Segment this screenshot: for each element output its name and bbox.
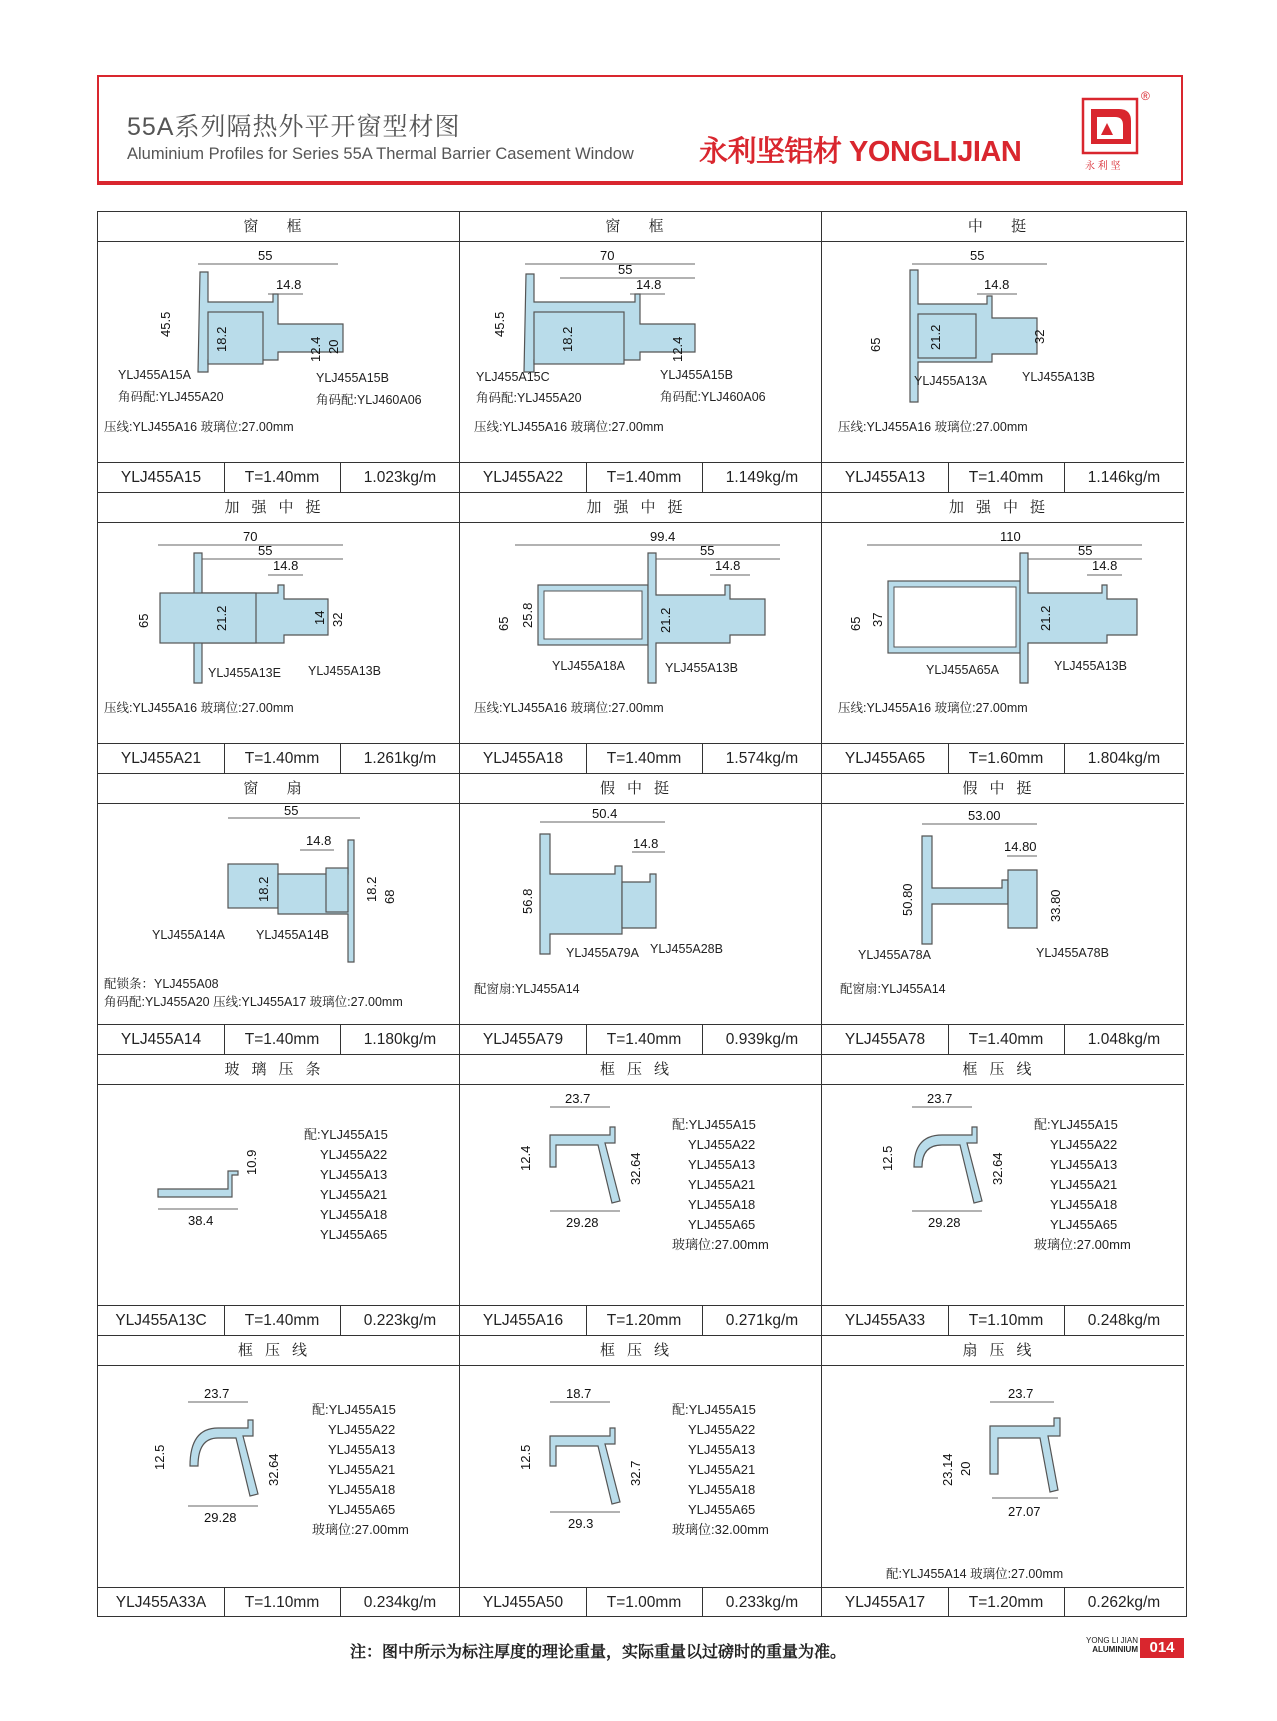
unit-weight: 1.804kg/m	[1087, 750, 1161, 767]
brand-name: 永利坚铝材 YONGLIJIAN	[699, 136, 1022, 168]
wall-thickness: T=1.20mm	[948, 1588, 1065, 1617]
profile-drawing	[822, 242, 1184, 463]
dim-label: 14.8	[273, 558, 299, 573]
fit-item: 配:YLJ455A15	[1034, 1117, 1118, 1132]
dim-label: 110	[1000, 529, 1021, 544]
part-label: YLJ455A14B	[256, 928, 329, 942]
fit-item: YLJ455A65	[1050, 1217, 1118, 1232]
dim-label: 14.8	[984, 277, 1010, 292]
profile-cell	[98, 212, 460, 493]
dim-label: 18.2	[364, 876, 379, 902]
dim-label: 20	[958, 1461, 973, 1476]
dim-label: 21.2	[1038, 605, 1053, 631]
dim-label: 99.4	[650, 529, 676, 544]
fit-item: YLJ455A13	[320, 1167, 388, 1182]
profile-code: YLJ455A13	[822, 463, 949, 492]
wall-thickness: T=1.10mm	[948, 1306, 1065, 1335]
cell-title: 框压线	[822, 1055, 1184, 1085]
part-label: YLJ455A78A	[858, 948, 931, 962]
dim-label: 45.5	[158, 311, 173, 337]
profile-cell	[822, 1055, 1184, 1336]
fit-item: YLJ455A22	[1050, 1137, 1118, 1152]
dim-label: 65	[136, 613, 151, 628]
fit-item: YLJ455A18	[688, 1482, 756, 1497]
dim-label: 32	[1032, 329, 1047, 344]
dim-label: 18.2	[256, 876, 271, 902]
dim-label: 14.8	[276, 277, 302, 292]
fit-item: YLJ455A21	[320, 1187, 388, 1202]
page-number: 014	[1140, 1638, 1184, 1658]
profile-code: YLJ455A65	[822, 744, 949, 773]
cell-note: 压线:YLJ455A16 玻璃位:27.00mm	[474, 420, 664, 434]
part-label: YLJ455A15B	[660, 368, 733, 382]
fit-list	[304, 1125, 388, 1245]
spec-row	[98, 1024, 459, 1054]
fit-item: YLJ455A21	[688, 1462, 756, 1477]
cell-title: 假中挺	[822, 774, 1184, 804]
cell-title: 假中挺	[460, 774, 821, 804]
fit-item: YLJ455A18	[328, 1482, 396, 1497]
fit-item: YLJ455A21	[328, 1462, 396, 1477]
unit-weight: 1.261kg/m	[363, 750, 437, 767]
part-label: YLJ455A13B	[1054, 659, 1127, 673]
footer-note: 注：图中所示为标注厚度的理论重量，实际重量以过磅时的重量为准。	[350, 1644, 847, 1661]
profile-diagram	[98, 1085, 460, 1306]
fit-item: YLJ455A21	[1050, 1177, 1118, 1192]
cell-title: 加强中挺	[822, 493, 1184, 523]
dim-label: 14.8	[306, 833, 332, 848]
cell-title: 玻璃压条	[98, 1055, 459, 1085]
profile-code: YLJ455A33	[822, 1306, 949, 1335]
fit-item: 玻璃位:27.00mm	[672, 1237, 769, 1252]
fit-item: 配:YLJ455A15	[312, 1402, 396, 1417]
profile-cell	[822, 493, 1184, 774]
fit-item: YLJ455A18	[688, 1197, 756, 1212]
dim-label: 68	[382, 889, 397, 904]
profile-grid	[97, 211, 1187, 1617]
profile-drawing	[822, 1085, 1184, 1306]
dim-label: 53.00	[968, 808, 1001, 823]
fit-item: 玻璃位:27.00mm	[312, 1522, 409, 1537]
wall-thickness: T=1.40mm	[948, 1025, 1065, 1054]
profile-drawing	[460, 523, 822, 744]
profile-cell	[822, 212, 1184, 493]
footer-brand	[1066, 1636, 1138, 1654]
profile-code: YLJ455A16	[460, 1306, 587, 1335]
cell-title: 框压线	[460, 1336, 821, 1366]
fit-item: YLJ455A13	[1050, 1157, 1118, 1172]
dim-label: 21.2	[928, 324, 943, 350]
part-label: YLJ455A15A	[118, 368, 191, 382]
profile-drawing	[98, 804, 460, 1025]
part-label: YLJ455A15C	[476, 370, 550, 384]
dim-label: 14.8	[715, 558, 741, 573]
dim-label: 14	[312, 610, 327, 625]
cell-note: 配锁条：YLJ455A08	[104, 977, 219, 991]
profile-drawing	[822, 523, 1184, 744]
dim-label: 27.07	[1008, 1504, 1041, 1519]
unit-weight: 1.180kg/m	[363, 1031, 437, 1048]
dim-label: 33.80	[1048, 889, 1063, 922]
spec-row	[98, 1587, 459, 1617]
profile-cell	[460, 1336, 822, 1617]
dim-label: 55	[618, 262, 633, 277]
fit-item: YLJ455A65	[320, 1227, 388, 1242]
cell-note: 压线:YLJ455A16 玻璃位:27.00mm	[104, 420, 294, 434]
dim-label: 12.5	[518, 1444, 533, 1470]
part-label: 角码配:YLJ455A20	[476, 391, 582, 405]
profile-code: YLJ455A14	[98, 1025, 225, 1054]
part-label: YLJ455A79A	[566, 946, 639, 960]
unit-weight: 0.233kg/m	[725, 1594, 799, 1611]
dim-label: 55	[258, 248, 273, 263]
profile-cell	[98, 774, 460, 1055]
profile-cell	[98, 1336, 460, 1617]
part-label: 角码配:YLJ455A20	[118, 390, 224, 404]
dim-label: 25.8	[520, 602, 535, 628]
wall-thickness: T=1.40mm	[586, 1025, 703, 1054]
dim-label: 55	[970, 248, 985, 263]
dim-label: 55	[700, 543, 715, 558]
cell-title: 窗 框	[460, 212, 821, 242]
fit-item: YLJ455A13	[688, 1157, 756, 1172]
fit-item: YLJ455A22	[320, 1147, 388, 1162]
dim-label: 56.8	[520, 888, 535, 914]
profile-code: YLJ455A22	[460, 463, 587, 492]
fit-item: YLJ455A18	[1050, 1197, 1118, 1212]
dim-label: 32	[330, 612, 345, 627]
spec-row	[460, 1587, 821, 1617]
dim-label: 32.64	[628, 1152, 643, 1185]
dim-label: 21.2	[214, 605, 229, 631]
wall-thickness: T=1.40mm	[224, 1025, 341, 1054]
profile-code: YLJ455A15	[98, 463, 225, 492]
dim-label: 12.5	[880, 1145, 895, 1171]
cell-title: 扇压线	[822, 1336, 1184, 1366]
unit-weight: 1.574kg/m	[725, 750, 799, 767]
dim-label: 23.7	[565, 1091, 591, 1106]
fit-list	[672, 1115, 769, 1255]
dim-label: 32.7	[628, 1460, 643, 1486]
cell-note: 压线:YLJ455A16 玻璃位:27.00mm	[474, 701, 664, 715]
dim-label: 55	[284, 804, 299, 818]
fit-item: YLJ455A22	[688, 1137, 756, 1152]
profile-cell	[460, 1055, 822, 1336]
profile-drawing	[822, 1366, 1184, 1587]
part-label: YLJ455A13B	[665, 661, 738, 675]
profile-cell	[98, 493, 460, 774]
spec-row	[460, 1024, 821, 1054]
part-label: YLJ455A13E	[208, 666, 281, 680]
dim-label: 70	[600, 248, 615, 263]
fit-item: YLJ455A65	[688, 1217, 756, 1232]
dim-label: 65	[868, 337, 883, 352]
spec-row	[822, 462, 1184, 492]
part-label: YLJ455A15B	[316, 371, 389, 385]
cell-note: 压线:YLJ455A16 玻璃位:27.00mm	[838, 701, 1028, 715]
profile-drawing	[98, 242, 460, 463]
cell-note: 配窗扇:YLJ455A14	[474, 982, 580, 996]
part-label: YLJ455A78B	[1036, 946, 1109, 960]
cell-note-secondary: 角码配:YLJ455A20 压线:YLJ455A17 玻璃位:27.00mm	[104, 995, 403, 1009]
spec-row	[98, 1305, 459, 1335]
dim-label: 65	[496, 616, 511, 631]
dim-label: 10.9	[244, 1149, 259, 1175]
dim-label: 18.7	[566, 1386, 592, 1401]
unit-weight: 1.146kg/m	[1087, 469, 1161, 486]
dim-label: 38.4	[188, 1213, 214, 1228]
profile-code: YLJ455A17	[822, 1588, 949, 1617]
page-header	[97, 75, 1183, 185]
part-label: YLJ455A13A	[914, 374, 987, 388]
dim-label: 12.5	[152, 1444, 167, 1470]
part-label: YLJ455A13B	[1022, 370, 1095, 384]
spec-row	[98, 743, 459, 773]
profile-drawing	[460, 242, 822, 463]
part-label: YLJ455A18A	[552, 659, 625, 673]
dim-label: 14.8	[633, 836, 659, 851]
dim-label: 18.2	[214, 326, 229, 352]
dim-label: 14.80	[1004, 839, 1037, 854]
cell-title: 窗 框	[98, 212, 459, 242]
dim-label: 29.28	[928, 1215, 961, 1230]
fit-item: YLJ455A22	[328, 1422, 396, 1437]
cell-note: 配:YLJ455A14 玻璃位:27.00mm	[886, 1567, 1064, 1581]
fit-item: 配:YLJ455A15	[672, 1402, 756, 1417]
profile-cell	[98, 1055, 460, 1336]
wall-thickness: T=1.10mm	[224, 1588, 341, 1617]
fit-item: YLJ455A13	[328, 1442, 396, 1457]
profile-code: YLJ455A79	[460, 1025, 587, 1054]
registered-mark: ®	[1141, 89, 1150, 103]
profile-code: YLJ455A50	[460, 1588, 587, 1617]
unit-weight: 0.248kg/m	[1087, 1312, 1161, 1329]
cell-note: 压线:YLJ455A16 玻璃位:27.00mm	[838, 420, 1028, 434]
part-label: YLJ455A28B	[650, 942, 723, 956]
dim-label: 12.4	[308, 336, 323, 362]
profile-diagram	[822, 1366, 1184, 1587]
dim-label: 20	[326, 339, 341, 354]
profile-cell	[460, 774, 822, 1055]
spec-row	[98, 462, 459, 492]
cell-title: 加强中挺	[460, 493, 821, 523]
spec-row	[822, 1305, 1184, 1335]
profile-drawing	[98, 1366, 460, 1587]
wall-thickness: T=1.60mm	[948, 744, 1065, 773]
dim-label: 70	[243, 529, 258, 544]
fit-item: 玻璃位:27.00mm	[1034, 1237, 1131, 1252]
dim-label: 21.2	[658, 607, 673, 633]
unit-weight: 0.939kg/m	[725, 1031, 799, 1048]
fit-list	[312, 1400, 409, 1540]
cell-title: 框压线	[98, 1336, 459, 1366]
profile-code: YLJ455A21	[98, 744, 225, 773]
dim-label: 12.4	[670, 336, 685, 362]
profile-cell	[822, 1336, 1184, 1617]
cell-title: 窗 扇	[98, 774, 459, 804]
dim-label: 65	[848, 616, 863, 631]
fit-item: YLJ455A21	[688, 1177, 756, 1192]
wall-thickness: T=1.40mm	[586, 744, 703, 773]
unit-weight: 0.234kg/m	[363, 1594, 437, 1611]
spec-row	[460, 743, 821, 773]
dim-label: 55	[258, 543, 273, 558]
profile-code: YLJ455A13C	[98, 1306, 225, 1335]
dim-label: 23.7	[1008, 1386, 1034, 1401]
brand-logo	[1079, 89, 1151, 175]
wall-thickness: T=1.40mm	[224, 744, 341, 773]
fit-item: YLJ455A65	[328, 1502, 396, 1517]
dim-label: 29.28	[566, 1215, 599, 1230]
spec-row	[822, 1587, 1184, 1617]
profile-cell	[460, 493, 822, 774]
fit-item: 玻璃位:32.00mm	[672, 1522, 769, 1537]
fit-item: YLJ455A18	[320, 1207, 388, 1222]
dim-label: 14.8	[1092, 558, 1118, 573]
unit-weight: 1.023kg/m	[363, 469, 437, 486]
dim-label: 18.2	[560, 326, 575, 352]
dim-label: 23.7	[927, 1091, 953, 1106]
profile-cell	[460, 212, 822, 493]
dim-label: 32.64	[266, 1453, 281, 1486]
unit-weight: 0.271kg/m	[725, 1312, 799, 1329]
cell-title: 框压线	[460, 1055, 821, 1085]
fit-item: YLJ455A13	[688, 1442, 756, 1457]
profile-code: YLJ455A18	[460, 744, 587, 773]
part-label: 角码配:YLJ460A06	[316, 393, 422, 407]
dim-label: 29.3	[568, 1516, 594, 1531]
wall-thickness: T=1.40mm	[586, 463, 703, 492]
wall-thickness: T=1.40mm	[224, 1306, 341, 1335]
fit-list	[1034, 1115, 1131, 1255]
unit-weight: 0.223kg/m	[363, 1312, 437, 1329]
wall-thickness: T=1.40mm	[948, 463, 1065, 492]
profile-drawing	[460, 1366, 822, 1587]
spec-row	[460, 1305, 821, 1335]
spec-row	[822, 743, 1184, 773]
fit-item: 配:YLJ455A15	[304, 1127, 388, 1142]
fit-list	[672, 1400, 769, 1540]
page-title: 55A系列隔热外平开窗型材图	[127, 113, 461, 141]
profile-code: YLJ455A33A	[98, 1588, 225, 1617]
spec-row	[460, 462, 821, 492]
profile-code: YLJ455A78	[822, 1025, 949, 1054]
part-label: 角码配:YLJ460A06	[660, 390, 766, 404]
fit-item: YLJ455A22	[688, 1422, 756, 1437]
fit-item: YLJ455A65	[688, 1502, 756, 1517]
dim-label: 37	[870, 612, 885, 627]
dim-label: 12.4	[518, 1145, 533, 1171]
page-number-box	[1066, 1636, 1186, 1666]
cell-title: 加强中挺	[98, 493, 459, 523]
cell-title: 中 挺	[822, 212, 1184, 242]
profile-cell	[822, 774, 1184, 1055]
unit-weight: 0.262kg/m	[1087, 1594, 1161, 1611]
spec-row	[822, 1024, 1184, 1054]
logo-text: 永 利 坚	[1085, 161, 1121, 172]
fit-item: 配:YLJ455A15	[672, 1117, 756, 1132]
wall-thickness: T=1.00mm	[586, 1588, 703, 1617]
dim-label: 50.4	[592, 806, 618, 821]
dim-label: 14.8	[636, 277, 662, 292]
wall-thickness: T=1.40mm	[224, 463, 341, 492]
dim-label: 29.28	[204, 1510, 237, 1525]
profile-drawing	[98, 1085, 460, 1306]
dim-label: 32.64	[990, 1152, 1005, 1185]
dim-label: 23.14	[940, 1453, 955, 1486]
profile-drawing	[460, 804, 822, 1025]
page-subtitle: Aluminium Profiles for Series 55A Thermal Barrier Casement Window	[127, 145, 634, 163]
part-label: YLJ455A14A	[152, 928, 225, 942]
dim-label: 23.7	[204, 1386, 230, 1401]
footer-brand-line1: YONG LI JIAN	[1085, 1636, 1138, 1645]
profile-drawing	[98, 523, 460, 744]
wall-thickness: T=1.20mm	[586, 1306, 703, 1335]
cell-note: 配窗扇:YLJ455A14	[840, 982, 946, 996]
part-label: YLJ455A13B	[308, 664, 381, 678]
dim-label: 45.5	[492, 311, 507, 337]
part-label: YLJ455A65A	[926, 663, 999, 677]
unit-weight: 1.149kg/m	[725, 469, 799, 486]
cell-note: 压线:YLJ455A16 玻璃位:27.00mm	[104, 701, 294, 715]
footer-brand-line2: ALUMINIUM	[1092, 1645, 1138, 1654]
unit-weight: 1.048kg/m	[1087, 1031, 1161, 1048]
profile-drawing	[822, 804, 1184, 1025]
dim-label: 50.80	[900, 883, 915, 916]
profile-drawing	[460, 1085, 822, 1306]
dim-label: 55	[1078, 543, 1093, 558]
